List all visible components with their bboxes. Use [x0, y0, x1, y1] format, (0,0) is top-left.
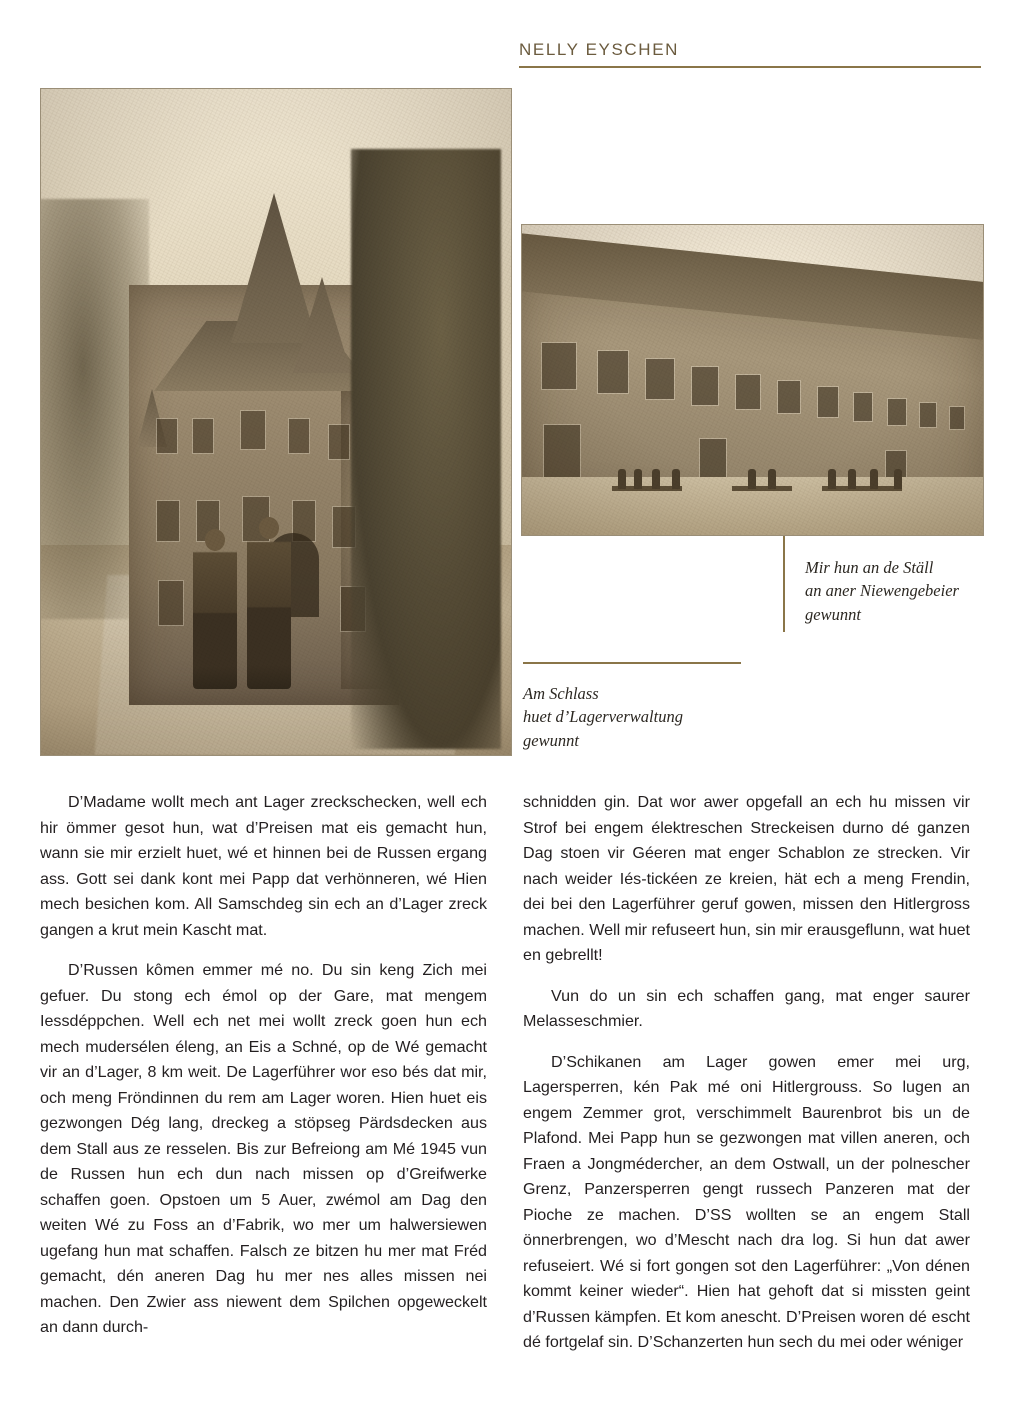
photo-barracks-window	[888, 399, 906, 425]
header-divider	[519, 66, 981, 68]
caption-castle-leader	[523, 662, 741, 664]
photo-barracks-person	[618, 469, 626, 489]
photo-barracks-person	[848, 469, 856, 489]
photo-castle-window	[289, 419, 309, 453]
caption-barracks	[805, 556, 995, 626]
caption-castle-line-1: Am Schlass	[523, 684, 599, 703]
photo-barracks-window	[692, 367, 718, 405]
photo-castle-window	[193, 419, 213, 453]
photo-barracks-window	[854, 393, 872, 421]
paragraph: D’Schikanen am Lager gowen emer mei urg, Lagersperren, kén Pak mé oni Hitlergrouss. So lugen an engem Zemmer grot, verschimmelt Baurenbrot bis un de Plafond. Mei Papp hun se gezwongen mat villen aneren, och Fraen a Jongmédercher, an dem Ostwall, un der polnescher Grenz, Panzersperren gengt russech Panzeren mat der Pioche ze machen. D’SS wollten se an engem Stall önnerbrengen, wo d’Mescht nach dra log. Si hun dat awer refuseiert. Wé si fort gongen sot den Lagerführer: „Von dénen kommt keiner wieder“. Hien hat gehoft dat si missten geint d’Russen kämpfen. Et kom anescht. D’Preisen woren dé escht dé fortgelaf sin. D’Schanzerten hun sech du mei oder wéniger	[523, 1052, 970, 1351]
photo-barracks	[521, 224, 984, 536]
photo-barracks-person	[870, 469, 878, 489]
caption-castle-line-2: huet d’Lagerverwaltung	[523, 707, 683, 727]
photo-castle-figure-left	[193, 529, 237, 689]
photo-castle-window	[157, 419, 177, 453]
paragraph: Vun do un sin ech schaffen gang, mat enger saurer Melasseschmier.	[523, 986, 970, 1030]
photo-barracks-window	[542, 343, 576, 389]
photo-castle-figure-head	[259, 517, 279, 539]
photo-barracks-window	[920, 403, 936, 427]
body-column-left	[40, 790, 487, 1341]
photo-castle-window	[241, 411, 265, 449]
photo-barracks-person	[828, 469, 836, 489]
photo-castle-figure-right	[247, 517, 291, 689]
photo-barracks-window	[818, 387, 838, 417]
photo-barracks-window	[598, 351, 628, 393]
photo-castle-window	[159, 581, 183, 625]
photo-barracks-table	[732, 486, 792, 491]
caption-castle	[523, 682, 738, 752]
photo-barracks-window	[736, 375, 760, 409]
photo-barracks-person	[748, 469, 756, 489]
paragraph: schnidden gin. Dat wor awer opgefall an ech hu missen vir Strof bei engem élektreschen Streckeisen durno dé ganzen Dag stoen vir Géeren mat enger Schablon ze strecken. Vir nach weider Iés-tickéen ze kreien, hät ech a meng Frendin, dei bei den Lagerführer geruf gowen, missen den Hitlergross machen. Well mir refuseert hun, sin mir erausgeflunn, wat huet en gebrellt!	[523, 793, 970, 964]
photo-castle-figure-head	[205, 529, 225, 551]
photo-barracks-window	[778, 381, 800, 413]
caption-barracks-leader	[783, 536, 785, 632]
page-title: NELLY EYSCHEN	[519, 40, 680, 59]
photo-barracks-window	[646, 359, 674, 399]
photo-barracks-person	[768, 469, 776, 489]
caption-barracks-line-1: Mir hun an de Ställ	[805, 558, 934, 577]
photo-castle-tree-right	[351, 149, 501, 749]
caption-barracks-line-3: gewunnt	[805, 604, 861, 624]
photo-castle	[40, 88, 512, 756]
caption-barracks-line-2: an aner Niewengebeier	[805, 581, 959, 601]
photo-barracks-person	[672, 469, 680, 489]
photo-castle-window	[329, 425, 349, 459]
paragraph: D’Russen kômen emmer mé no. Du sin keng Zich mei gefuer. Du stong ech émol op der Gare, mat mengem Iessdéppchen. Well ech net mei wollt zreck goen hun ech mech mudersélen éleng, an Eis a Schné, op de Wé gemacht vir an d’Lager, 8 km weit. De Lagerführer wor eso bés dat mir, och meng Fröndinnen du rem am Lager woren. Hien huet eis gezwongen Dég lang, dreckeg a stöpseg Pärdsdecken aus dem Stall aus ze resselen. Bis zur Befreiong am Mé 1945 vun de Russen hun ech dun nach missen op d’Greifwerke schaffen goen. Opstoen um 5 Auer, zwémol am Dag den weiten Wé zu Foss an d’Fabrik, wo mer um halwersiewen ugefang hun mat schaffen. Falsch ze bitzen hu mer mat Fréd gemacht, dén aneren Dag hu mer nes alles missen nei machen. Den Zwier ass niewent dem Spilchen opgeweckelt an dann durch-	[40, 961, 487, 1336]
photo-barracks-window	[950, 407, 964, 429]
photo-castle-window	[157, 501, 179, 541]
photo-barracks-person	[634, 469, 642, 489]
photo-barracks-person	[652, 469, 660, 489]
caption-castle-line-3: gewunnt	[523, 730, 579, 750]
page-header	[519, 40, 981, 68]
photo-barracks-person	[894, 469, 902, 489]
body-column-right	[523, 790, 970, 1356]
paragraph: D’Madame wollt mech ant Lager zreckschecken, well ech hir ömmer gesot hun, wat d’Preisen mat eis gemacht hun, wann sie mir erzielt huet, wé et hinnen bei de Russen ergang ass. Gott sei dank kont mei Papp dat verhönneren, wé Hien mech besichen kom. All Samschdeg sin ech an d’Lager zreck gangen a krut mein Kascht mat.	[40, 793, 487, 939]
